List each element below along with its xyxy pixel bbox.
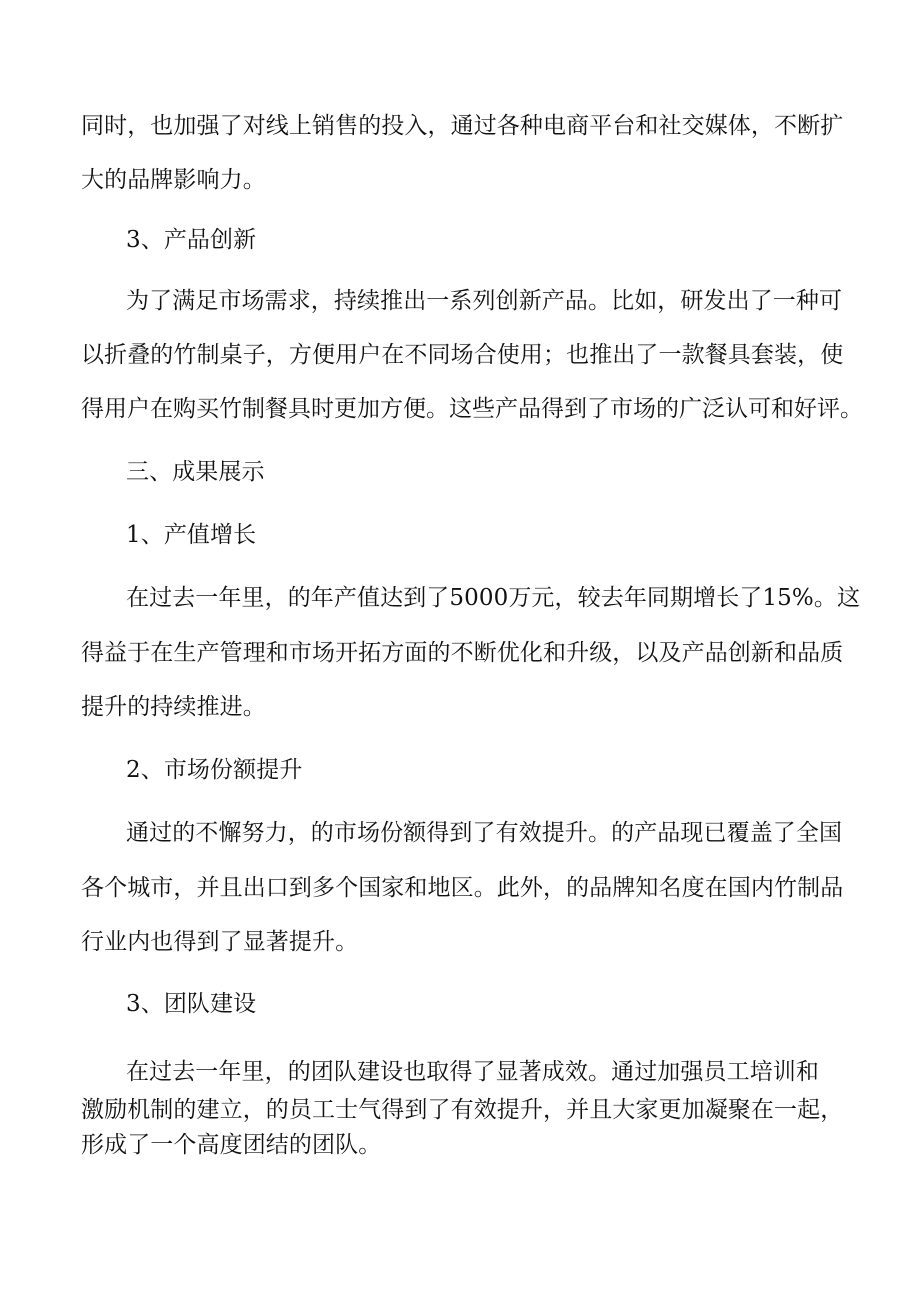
heading-product-innovation: 3、产品创新	[126, 227, 257, 253]
heading-market-share: 2、市场份额提升	[126, 757, 303, 783]
paragraph-3-line-1: 在过去一年里，的年产值达到了5000万元，较去年同期增长了15%。这	[126, 585, 861, 611]
paragraph-1-line-2: 大的品牌影响力。	[81, 167, 266, 193]
heading-team-building: 3、团队建设	[126, 991, 257, 1017]
section-heading-results: 三、成果展示	[126, 459, 265, 485]
paragraph-4-line-1: 通过的不懈努力，的市场份额得到了有效提升。的产品现已覆盖了全国	[126, 820, 843, 846]
paragraph-1-line-1: 同时，也加强了对线上销售的投入，通过各种电商平台和社交媒体，不断扩	[81, 113, 844, 139]
paragraph-2-line-3: 得用户在购买竹制餐具时更加方便。这些产品得到了市场的广泛认可和好评。	[81, 396, 863, 422]
paragraph-5-line-3: 形成了一个高度团结的团队。	[81, 1132, 382, 1158]
paragraph-2-line-1: 为了满足市场需求，持续推出一系列创新产品。比如，研发出了一种可	[126, 288, 843, 314]
paragraph-3-line-2: 得益于在生产管理和市场开拓方面的不断优化和升级，以及产品创新和品质	[81, 640, 844, 666]
paragraph-5-line-2: 激励机制的建立，的员工士气得到了有效提升，并且大家更加凝聚在一起，	[81, 1097, 844, 1123]
paragraph-3-line-3: 提升的持续推进。	[81, 694, 266, 720]
paragraph-4-line-2: 各个城市，并且出口到多个国家和地区。此外，的品牌知名度在国内竹制品	[81, 875, 844, 901]
paragraph-5-line-1: 在过去一年里，的团队建设也取得了显著成效。通过加强员工培训和	[126, 1059, 819, 1085]
paragraph-2-line-2: 以折叠的竹制桌子，方便用户在不同场合使用；也推出了一款餐具套装，使	[81, 342, 844, 368]
heading-output-growth: 1、产值增长	[126, 522, 257, 548]
paragraph-4-line-3: 行业内也得到了显著提升。	[81, 929, 359, 955]
